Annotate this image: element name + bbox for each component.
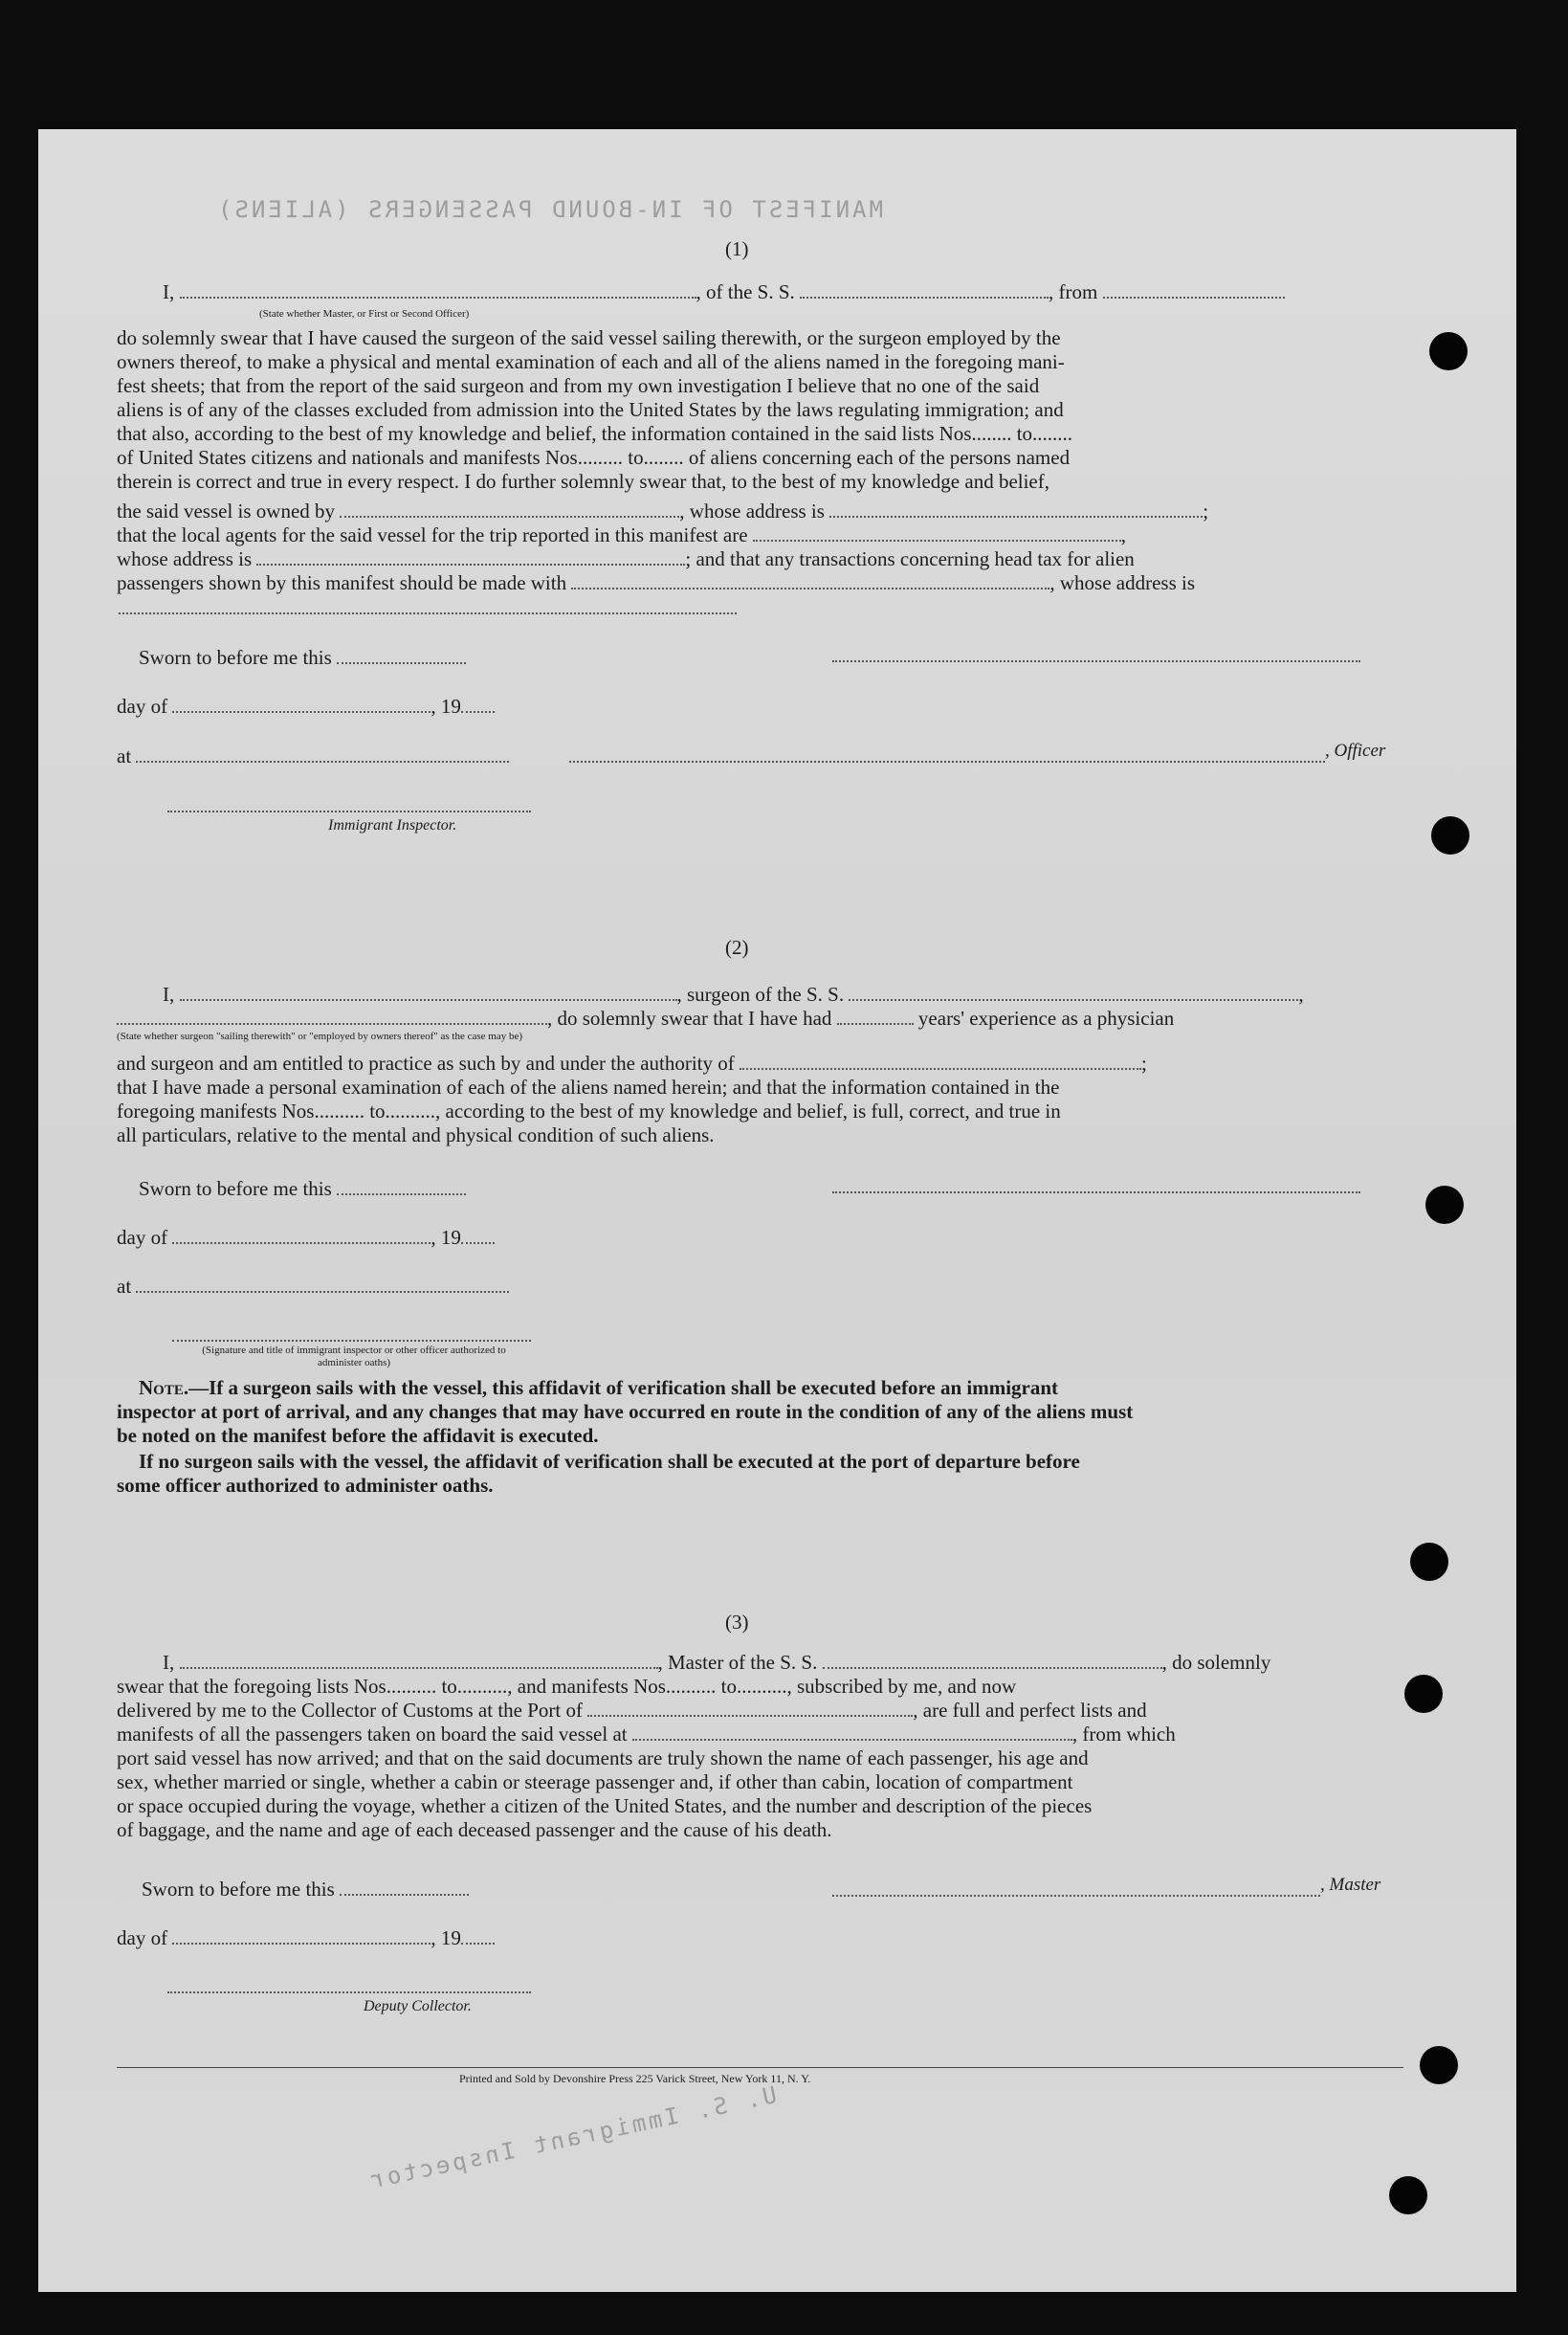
immigrant-inspector-label: Immigrant Inspector. — [328, 817, 457, 834]
year-label: , 19 — [431, 695, 461, 718]
printer-rule — [117, 2067, 1403, 2068]
master-label: , Master — [1320, 1875, 1381, 1895]
field-oath-officer-signature[interactable] — [172, 1340, 531, 1342]
field-master-name[interactable] — [180, 1652, 658, 1669]
section-2-body — [117, 1076, 1408, 1147]
deputy-collector-label: Deputy Collector. — [364, 1998, 472, 2014]
section-1-agents-line: that the local agents for the said vessel for the trip reported in this manifest are , — [117, 523, 1127, 546]
year-label: , 19 — [431, 1226, 461, 1249]
punch-hole — [1410, 1543, 1448, 1581]
swear-label: , do solemnly swear that I have had — [547, 1007, 832, 1030]
section-1-ss-label: , of the S. S. — [696, 280, 795, 303]
field-year-3[interactable] — [461, 1927, 495, 1945]
collector-port-label: delivered by me to the Collector of Customs at the Port of — [117, 1699, 583, 1722]
field-surgeon-status[interactable] — [117, 1008, 547, 1025]
section-1-owner-line: the said vessel is owned by , whose address is ; — [117, 500, 1209, 523]
note-line-2: inspector at port of arrival, and any changes that may have occurred en route in the condition of any of the aliens must — [117, 1400, 1134, 1423]
section-2-number: (2) — [725, 936, 749, 959]
year-label: , 19 — [431, 1926, 461, 1949]
section-1-i: I, — [163, 280, 175, 303]
field-port-of-arrival[interactable] — [587, 1700, 913, 1717]
signature-title-note: (Signature and title of immigrant inspector or other officer authorized to administer oaths) — [202, 1345, 506, 1368]
section-3-day — [117, 1926, 495, 1950]
section-1-body-line: fest sheets; that from the report of the said surgeon and from my own investigation I believe that no one of the said — [117, 374, 1040, 397]
field-port-from[interactable] — [1103, 281, 1285, 299]
section-1-body-line: of United States citizens and nationals and manifests Nos......... to........ of aliens concerning each of the persons named — [117, 446, 1071, 469]
field-year-1[interactable] — [461, 696, 495, 713]
form-sheet — [38, 129, 1516, 2292]
field-day-1[interactable] — [172, 696, 431, 713]
section-2-sworn — [139, 1177, 466, 1201]
at-label: at — [117, 745, 132, 767]
note-line-4: If no surgeon sails with the vessel, the affidavit of verification shall be executed at the port of departure before — [139, 1450, 1080, 1473]
section-3-line-1 — [163, 1651, 1270, 1675]
section-2-body-line: foregoing manifests Nos.......... to.........., according to the best of my knowledge and belief, is full, correct, and true in — [117, 1100, 1061, 1123]
punch-hole — [1404, 1675, 1443, 1713]
section-3-body-line: of baggage, and the name and age of each deceased passenger and the cause of his death. — [117, 1818, 832, 1841]
section-1-line-1 — [163, 280, 1285, 304]
surgeon-of-label: , surgeon of the S. S. — [676, 983, 845, 1006]
section-1-body-line: therein is correct and true in every respect. I do further solemnly swear that, to the best of my knowledge and belief, — [117, 470, 1049, 493]
field-sworn-2[interactable] — [337, 1178, 466, 1195]
section-1-at — [117, 745, 509, 768]
day-of-label: day of — [117, 695, 168, 718]
field-sworn-3[interactable] — [340, 1879, 469, 1896]
section-2-line-2 — [117, 1007, 1174, 1031]
section-2-authority-line: and surgeon and am entitled to practice as such by and under the authority of ; — [117, 1052, 1147, 1075]
field-inspector-signature[interactable] — [167, 811, 531, 812]
section-3-i: I, — [163, 1651, 175, 1674]
section-1-officer-note: (State whether Master, or First or Second Officer) — [259, 308, 470, 320]
bleed-through-header: MANIFEST OF IN-BOUND PASSENGERS (ALIENS) — [215, 196, 883, 223]
section-3-body — [117, 1746, 1408, 1842]
head-tax-label: ; and that any transactions concerning head tax for alien — [685, 547, 1135, 570]
taken-aboard-label: manifests of all the passengers taken on board the said vessel at — [117, 1723, 628, 1746]
whose-address-label-3: , whose address is — [1049, 571, 1196, 594]
punch-hole — [1431, 816, 1469, 855]
section-2-i: I, — [163, 983, 175, 1006]
field-surgeon-name[interactable] — [180, 984, 677, 1001]
field-officer-line[interactable] — [569, 761, 1325, 763]
section-1-headtax-line — [117, 547, 1135, 571]
owned-by-label: the said vessel is owned by — [117, 500, 336, 523]
master-of-label: , Master of the S. S. — [657, 1651, 818, 1674]
note-line-5: some officer authorized to administer oaths. — [117, 1474, 494, 1497]
section-2-line-1: I, , surgeon of the S. S. , — [163, 983, 1304, 1006]
field-day-3[interactable] — [172, 1927, 431, 1945]
section-3-body-line: swear that the foregoing lists Nos.......... to.........., and manifests Nos.......... to.........., subscribed by me, and now — [117, 1675, 1017, 1698]
section-2-at — [117, 1275, 509, 1299]
sworn-label: Sworn to before me this — [139, 646, 332, 669]
punch-hole — [1425, 1186, 1464, 1224]
field-head-tax-contact[interactable] — [571, 572, 1049, 589]
punch-hole — [1389, 2176, 1427, 2214]
field-at-2[interactable] — [136, 1276, 509, 1293]
punch-hole — [1420, 2046, 1458, 2084]
field-at-1[interactable] — [136, 745, 509, 763]
section-3-body-line: sex, whether married or single, whether a cabin or steerage passenger and, if other than cabin, location of compartment — [117, 1770, 1073, 1793]
section-2-status-note: (State whether surgeon "sailing therewith" or "employed by owners thereof" as the case may be) — [117, 1031, 523, 1042]
field-day-2[interactable] — [172, 1227, 431, 1244]
field-officer-signature[interactable] — [832, 660, 1360, 662]
section-2-day — [117, 1226, 495, 1250]
section-1-body-line: aliens is of any of the classes excluded from admission into the United States by the laws regulating immigration; and — [117, 398, 1064, 421]
bleed-through-stamp: U. S. Immigrant Inspector — [364, 2080, 780, 2195]
day-of-label: day of — [117, 1926, 168, 1949]
field-master-signature[interactable] — [832, 1895, 1320, 1897]
section-1-body-line: that also, according to the best of my knowledge and belief, the information contained in the said lists Nos........ to........ — [117, 422, 1073, 445]
field-vessel-name[interactable] — [800, 281, 1049, 299]
note-line-3: be noted on the manifest before the affidavit is executed. — [117, 1424, 599, 1447]
local-agents-label: that the local agents for the said vessel for the trip reported in this manifest are — [117, 523, 748, 546]
section-2-body-line: that I have made a personal examination of each of the aliens named herein; and that the information contained in the — [117, 1076, 1060, 1099]
whose-address-label-2: whose address is — [117, 547, 253, 570]
field-surgeon-vessel[interactable] — [849, 984, 1298, 1001]
field-officer-name[interactable] — [180, 281, 696, 299]
field-local-agents[interactable] — [753, 524, 1121, 542]
section-3-body-line: port said vessel has now arrived; and that on the said documents are truly shown the name of each passenger, his age and — [117, 1746, 1089, 1769]
sworn-label: Sworn to before me this — [142, 1878, 335, 1901]
authority-label: and surgeon and am entitled to practice as such by and under the authority of — [117, 1052, 735, 1075]
sworn-label: Sworn to before me this — [139, 1177, 332, 1200]
field-sworn-1[interactable] — [337, 647, 466, 664]
from-which-label: , from which — [1071, 1723, 1176, 1746]
section-1-passengers-line — [117, 571, 1195, 595]
field-authority[interactable] — [740, 1053, 1141, 1070]
whose-address-label: , whose address is — [679, 500, 825, 523]
field-owner-address[interactable] — [829, 500, 1203, 518]
section-2-body-line: all particulars, relative to the mental and physical condition of such aliens. — [117, 1123, 715, 1146]
field-agent-address[interactable] — [256, 548, 685, 566]
section-3-number: (3) — [725, 1611, 749, 1634]
section-3-embark-line — [117, 1723, 1176, 1746]
section-1-day — [117, 695, 495, 719]
field-vessel-owner[interactable] — [340, 500, 679, 518]
section-1-body-line: owners thereof, to make a physical and mental examination of each and all of the aliens named in the foregoing mani- — [117, 350, 1065, 373]
punch-hole — [1429, 332, 1468, 370]
note-text: —If a surgeon sails with the vessel, this affidavit of verification shall be executed before an immigrant — [188, 1376, 1059, 1399]
printer-credit: Printed and Sold by Devonshire Press 225 Varick Street, New York 11, N. Y. — [459, 2072, 811, 2085]
section-3-body-line: or space occupied during the voyage, whether a citizen of the United States, and the number and description of the pieces — [117, 1794, 1093, 1817]
section-1-body — [117, 326, 1408, 494]
passengers-shown-label: passengers shown by this manifest should be made with — [117, 571, 567, 594]
section-1-number: (1) — [725, 237, 749, 260]
note-line-1 — [139, 1376, 1058, 1400]
field-master-vessel[interactable] — [823, 1652, 1162, 1669]
field-years-experience[interactable] — [837, 1008, 914, 1025]
full-perfect-label: , are full and perfect lists and — [913, 1699, 1147, 1722]
note-label: Note. — [139, 1376, 189, 1399]
day-of-label: day of — [117, 1226, 168, 1249]
section-1-sworn — [139, 646, 466, 670]
do-solemnly-label: , do solemnly — [1161, 1651, 1271, 1674]
section-3-port-line — [117, 1699, 1147, 1723]
field-collector-signature[interactable] — [167, 1991, 531, 1993]
field-port-of-embarkation[interactable] — [632, 1723, 1072, 1741]
field-head-tax-address[interactable] — [119, 612, 737, 614]
years-experience-label: years' experience as a physician — [917, 1007, 1175, 1030]
at-label: at — [117, 1275, 132, 1298]
field-surgeon-signature[interactable] — [832, 1191, 1360, 1193]
field-year-2[interactable] — [461, 1227, 495, 1244]
section-1-body-line: do solemnly swear that I have caused the surgeon of the said vessel sailing therewith, or the surgeon employed by the — [117, 326, 1061, 349]
section-1-from-label: , from — [1049, 280, 1098, 303]
officer-label: , Officer — [1325, 741, 1386, 761]
section-3-sworn — [142, 1878, 469, 1901]
